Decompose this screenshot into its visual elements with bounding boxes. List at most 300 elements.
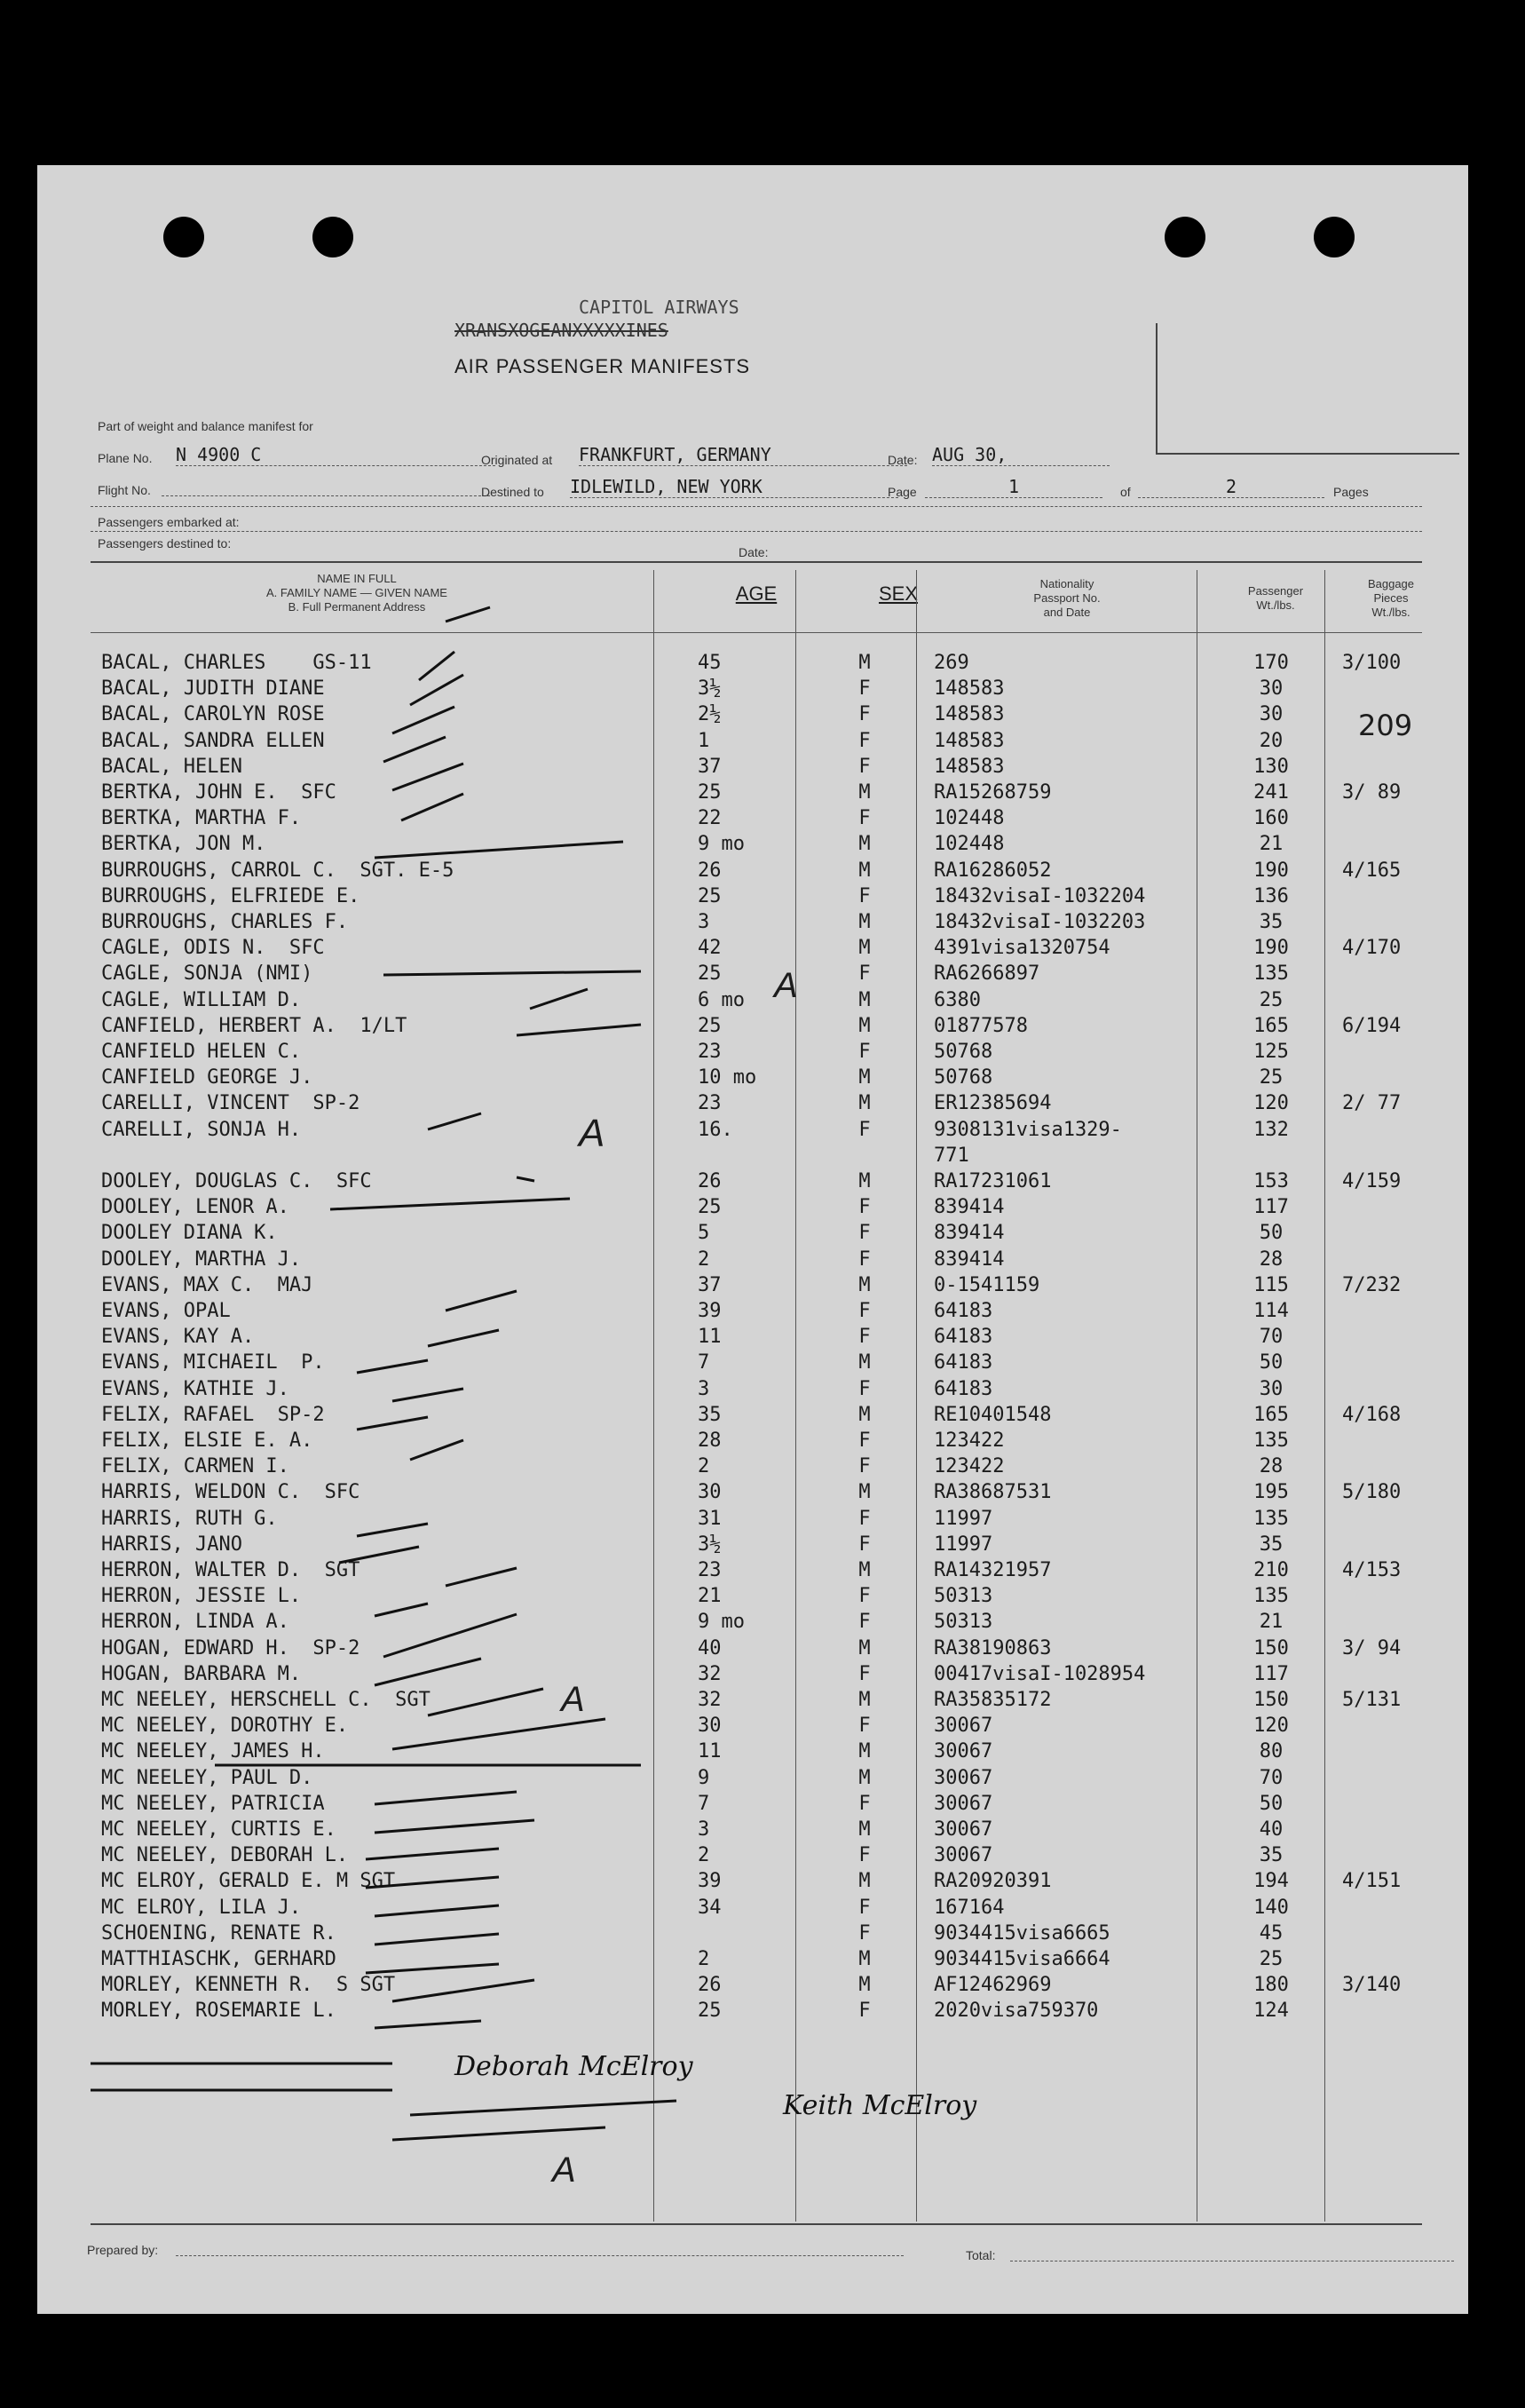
baggage-weight: 4/159	[1342, 1170, 1402, 1192]
passport-number: 30067	[934, 1844, 993, 1866]
passenger-sex: M	[858, 1404, 871, 1426]
handwritten-note: Deborah McElroy	[454, 2051, 693, 2082]
passenger-name: MC NEELEY, JAMES H.	[101, 1740, 325, 1762]
passport-number: 269	[934, 652, 969, 674]
passenger-sex: M	[858, 1689, 871, 1711]
passenger-age: 25	[698, 2000, 722, 2022]
passenger-weight: 241	[1253, 781, 1289, 804]
passenger-weight: 210	[1253, 1559, 1289, 1581]
passport-number: 2020visa759370	[934, 2000, 1099, 2022]
passenger-sex: F	[858, 2000, 871, 2022]
passport-number: 9034415visa6664	[934, 1948, 1110, 1970]
passport-number: 839414	[934, 1248, 1005, 1271]
passenger-weight: 170	[1253, 652, 1289, 674]
passenger-sex: M	[858, 1870, 871, 1892]
passenger-weight: 35	[1259, 1844, 1284, 1866]
header-line: A. FAMILY NAME — GIVEN NAME	[266, 586, 447, 599]
page-label: Page	[888, 485, 917, 499]
check-mark	[410, 675, 463, 705]
passport-number: 123422	[934, 1455, 1005, 1477]
passenger-sex: F	[858, 1222, 871, 1244]
passport-number: 9308131visa1329-	[934, 1119, 1122, 1141]
passport-number: 771	[934, 1145, 969, 1167]
passenger-name: MC ELROY, LILA J.	[101, 1897, 302, 1919]
passenger-weight: 125	[1253, 1041, 1289, 1063]
passport-number: 64183	[934, 1378, 993, 1400]
passenger-age: 34	[698, 1897, 722, 1919]
header-line: Wt./lbs.	[1371, 606, 1410, 619]
passenger-age: 3½	[698, 677, 722, 700]
passenger-name: CARELLI, SONJA H.	[101, 1119, 302, 1141]
passenger-name: BERTKA, MARTHA F.	[101, 807, 302, 829]
strike-line	[383, 971, 641, 975]
strike-line	[392, 2127, 605, 2140]
passenger-sex: F	[858, 756, 871, 778]
header-line: Passport No.	[1033, 591, 1101, 605]
passenger-sex: F	[858, 1300, 871, 1322]
passenger-name: BACAL, HELEN	[101, 756, 242, 778]
passenger-weight: 120	[1253, 1715, 1289, 1737]
passenger-weight: 25	[1259, 1066, 1284, 1089]
check-mark	[357, 1360, 428, 1373]
passenger-weight: 28	[1259, 1248, 1284, 1271]
manifest-page	[37, 165, 1468, 2314]
passenger-weight: 30	[1259, 677, 1284, 700]
passenger-sex: F	[858, 1585, 871, 1607]
header-line: NAME IN FULL	[317, 572, 397, 585]
page-count-annotation: 209	[1358, 709, 1413, 742]
passenger-weight: 140	[1253, 1897, 1289, 1919]
passport-number: 50313	[934, 1611, 993, 1633]
check-mark	[392, 707, 454, 733]
passport-number: 148583	[934, 703, 1005, 725]
passenger-weight: 70	[1259, 1767, 1284, 1789]
passenger-name: EVANS, KATHIE J.	[101, 1378, 289, 1400]
passenger-weight: 124	[1253, 2000, 1289, 2022]
passenger-sex: F	[858, 1430, 871, 1452]
passenger-sex: F	[858, 1922, 871, 1945]
passenger-name: HERRON, LINDA A.	[101, 1611, 289, 1633]
check-mark	[383, 1614, 517, 1657]
passport-number: 64183	[934, 1326, 993, 1348]
passenger-sex: M	[858, 781, 871, 804]
passenger-age: 26	[698, 1170, 722, 1192]
passenger-sex: F	[858, 703, 871, 725]
flight-label: Flight No.	[98, 483, 151, 497]
passenger-name: MORLEY, KENNETH R. S SGT	[101, 1974, 396, 1996]
passenger-weight: 50	[1259, 1793, 1284, 1815]
passenger-name: BACAL, JUDITH DIANE	[101, 677, 325, 700]
passenger-sex: M	[858, 1740, 871, 1762]
date-label: Date:	[888, 453, 918, 467]
passenger-sex: F	[858, 885, 871, 907]
passenger-sex: M	[858, 989, 871, 1011]
baggage-weight: 4/168	[1342, 1404, 1402, 1426]
part-label: Part of weight and balance manifest for	[98, 419, 313, 433]
passenger-name: SCHOENING, RENATE R.	[101, 1922, 336, 1945]
passport-number: RA6266897	[934, 962, 1040, 985]
passenger-sex: F	[858, 1326, 871, 1348]
passenger-age: 35	[698, 1404, 722, 1426]
passport-number: 30067	[934, 1740, 993, 1762]
baggage-weight: 2/ 77	[1342, 1092, 1402, 1114]
passenger-age: 25	[698, 1015, 722, 1037]
passenger-name: HERRON, WALTER D. SGT	[101, 1559, 360, 1581]
passenger-weight: 28	[1259, 1455, 1284, 1477]
passenger-weight: 25	[1259, 1948, 1284, 1970]
passport-number: 18432visaI-1032203	[934, 911, 1146, 933]
passenger-age: 2½	[698, 703, 722, 725]
passenger-weight: 135	[1253, 1508, 1289, 1530]
passenger-age: 1	[698, 730, 710, 752]
passenger-sex: M	[858, 1066, 871, 1089]
passenger-age: 23	[698, 1041, 722, 1063]
date-value: AUG 30,	[932, 444, 1110, 466]
passenger-sex: M	[858, 1481, 871, 1503]
check-mark	[446, 1291, 517, 1311]
passport-number: RA14321957	[934, 1559, 1052, 1581]
check-mark	[375, 1659, 481, 1685]
passport-number: 0-1541159	[934, 1274, 1040, 1296]
passenger-weight: 50	[1259, 1351, 1284, 1374]
passport-number: 4391visa1320754	[934, 937, 1110, 959]
passenger-name: MC ELROY, GERALD E. M SGT	[101, 1870, 396, 1892]
baggage-weight: 7/232	[1342, 1274, 1402, 1296]
passenger-sex: F	[858, 1715, 871, 1737]
check-mark	[446, 1568, 517, 1586]
company-name: CAPITOL AIRWAYS	[579, 297, 739, 318]
passenger-name: MATTHIASCHK, GERHARD	[101, 1948, 336, 1970]
header-line: Baggage	[1367, 577, 1415, 590]
passenger-sex: F	[858, 730, 871, 752]
passenger-name: CAGLE, SONJA (NMI)	[101, 962, 313, 985]
passport-number: 839414	[934, 1222, 1005, 1244]
strike-line	[330, 1199, 570, 1209]
passport-number: RA16286052	[934, 859, 1052, 882]
pages-label: Pages	[1333, 485, 1369, 499]
passenger-name: CANFIELD HELEN C.	[101, 1041, 302, 1063]
plane-label: Plane No.	[98, 451, 153, 465]
passenger-sex: M	[858, 1170, 871, 1192]
passport-number: 50768	[934, 1066, 993, 1089]
passenger-sex: F	[858, 1533, 871, 1556]
passport-number: 148583	[934, 677, 1005, 700]
passenger-sex: M	[858, 937, 871, 959]
passenger-sex: F	[858, 1455, 871, 1477]
passenger-name: BURROUGHS, CHARLES F.	[101, 911, 349, 933]
handwritten-note: Keith McElroy	[783, 2090, 977, 2121]
passport-number: ER12385694	[934, 1092, 1052, 1114]
passenger-name: BACAL, SANDRA ELLEN	[101, 730, 325, 752]
passenger-weight: 40	[1259, 1818, 1284, 1841]
passenger-age: 23	[698, 1559, 722, 1581]
baggage-weight: 3/ 89	[1342, 781, 1402, 804]
prepared-label: Prepared by:	[87, 2243, 159, 2257]
check-mark	[375, 1792, 517, 1804]
passport-number: 00417visaI-1028954	[934, 1663, 1146, 1685]
passenger-sex: F	[858, 677, 871, 700]
passenger-name: DOOLEY, DOUGLAS C. SFC	[101, 1170, 372, 1192]
passenger-name: CARELLI, VINCENT SP-2	[101, 1092, 360, 1114]
struck-company: XRANSXOGEANXXXXXINES	[454, 320, 668, 341]
check-mark	[383, 737, 446, 762]
passenger-weight: 135	[1253, 962, 1289, 985]
baggage-weight: 5/131	[1342, 1689, 1402, 1711]
passenger-sex: M	[858, 1015, 871, 1037]
passport-number: 839414	[934, 1196, 1005, 1218]
strike-line	[375, 842, 623, 858]
passenger-age: 6 mo	[698, 989, 745, 1011]
handwritten-mark: A	[774, 966, 798, 1005]
passport-number: 18432visaI-1032204	[934, 885, 1146, 907]
passport-number: 11997	[934, 1533, 993, 1556]
baggage-weight: 6/194	[1342, 1015, 1402, 1037]
passenger-weight: 50	[1259, 1222, 1284, 1244]
passenger-weight: 20	[1259, 730, 1284, 752]
passenger-sex: M	[858, 911, 871, 933]
passenger-age: 16.	[698, 1119, 733, 1141]
baggage-weight: 5/180	[1342, 1481, 1402, 1503]
check-mark	[392, 1389, 463, 1401]
baggage-weight: 3/100	[1342, 652, 1402, 674]
page-number: 1	[925, 476, 1102, 498]
passenger-age: 2	[698, 1455, 710, 1477]
passport-number: 64183	[934, 1300, 993, 1322]
passport-number: 102448	[934, 807, 1005, 829]
passenger-weight: 30	[1259, 1378, 1284, 1400]
passenger-sex: M	[858, 1274, 871, 1296]
baggage-weight: 4/165	[1342, 859, 1402, 882]
passenger-age: 2	[698, 1844, 710, 1866]
passenger-age: 23	[698, 1092, 722, 1114]
passenger-sex: F	[858, 1378, 871, 1400]
passenger-sex: M	[858, 833, 871, 855]
total-label: Total:	[966, 2248, 996, 2262]
passenger-name: FELIX, RAFAEL SP-2	[101, 1404, 325, 1426]
passport-number: 30067	[934, 1793, 993, 1815]
prepared-line	[176, 2255, 904, 2256]
passenger-sex: M	[858, 1637, 871, 1659]
passenger-name: DOOLEY, MARTHA J.	[101, 1248, 302, 1271]
passenger-age: 26	[698, 859, 722, 882]
passenger-name: BACAL, CAROLYN ROSE	[101, 703, 325, 725]
passenger-name: CAGLE, WILLIAM D.	[101, 989, 302, 1011]
passenger-sex: F	[858, 1248, 871, 1271]
passenger-age: 30	[698, 1481, 722, 1503]
passport-number: 50313	[934, 1585, 993, 1607]
passenger-age: 7	[698, 1793, 710, 1815]
passenger-weight: 195	[1253, 1481, 1289, 1503]
passenger-age: 45	[698, 652, 722, 674]
passport-number: 148583	[934, 756, 1005, 778]
check-mark	[366, 1877, 499, 1888]
passenger-weight: 136	[1253, 885, 1289, 907]
passenger-name: MC NEELEY, PATRICIA	[101, 1793, 325, 1815]
passenger-age: 11	[698, 1326, 722, 1348]
passenger-sex: F	[858, 1844, 871, 1866]
embarked-label: Passengers embarked at:	[98, 515, 240, 529]
passenger-age: 25	[698, 962, 722, 985]
footer-rule	[91, 2223, 1422, 2225]
passenger-age: 39	[698, 1300, 722, 1322]
passenger-name: BACAL, CHARLES GS-11	[101, 652, 372, 674]
passenger-weight: 117	[1253, 1663, 1289, 1685]
passenger-sex: M	[858, 859, 871, 882]
passenger-name: EVANS, KAY A.	[101, 1326, 255, 1348]
passport-number: 123422	[934, 1430, 1005, 1452]
passenger-name: HARRIS, JANO	[101, 1533, 242, 1556]
check-mark	[530, 989, 588, 1009]
passenger-weight: 135	[1253, 1585, 1289, 1607]
origin-value: FRANKFURT, GERMANY	[579, 444, 907, 466]
passport-number: 30067	[934, 1767, 993, 1789]
check-mark	[410, 1440, 463, 1460]
check-mark	[375, 1905, 499, 1916]
passport-number: RA20920391	[934, 1870, 1052, 1892]
passenger-sex: F	[858, 1611, 871, 1633]
passport-number: 30067	[934, 1818, 993, 1841]
header-line: and Date	[1043, 606, 1091, 619]
passport-number: RA38687531	[934, 1481, 1052, 1503]
passenger-sex: F	[858, 1897, 871, 1919]
check-mark	[375, 1604, 428, 1616]
passenger-weight: 30	[1259, 703, 1284, 725]
header-line: Passenger	[1247, 584, 1304, 598]
passenger-age: 10 mo	[698, 1066, 757, 1089]
passenger-weight: 35	[1259, 1533, 1284, 1556]
passenger-name: HOGAN, EDWARD H. SP-2	[101, 1637, 360, 1659]
passport-number: 50768	[934, 1041, 993, 1063]
passenger-sex: F	[858, 1119, 871, 1141]
passport-number: 9034415visa6665	[934, 1922, 1110, 1945]
passenger-name: EVANS, MAX C. MAJ	[101, 1274, 313, 1296]
passenger-weight: 80	[1259, 1740, 1284, 1762]
date2-label: Date:	[739, 545, 769, 559]
passenger-weight: 45	[1259, 1922, 1284, 1945]
check-mark	[517, 1177, 534, 1181]
passenger-name: MC NEELEY, DOROTHY E.	[101, 1715, 349, 1737]
check-mark	[357, 1524, 428, 1536]
header-line: Wt./lbs.	[1256, 598, 1295, 612]
passenger-name: EVANS, MICHAEIL P.	[101, 1351, 325, 1374]
passenger-name: FELIX, CARMEN I.	[101, 1455, 289, 1477]
passenger-weight: 160	[1253, 807, 1289, 829]
passenger-name: BERTKA, JOHN E. SFC	[101, 781, 336, 804]
passenger-weight: 117	[1253, 1196, 1289, 1218]
passenger-name: BERTKA, JON M.	[101, 833, 266, 855]
destined-label: Passengers destined to:	[98, 536, 232, 551]
passenger-sex: F	[858, 807, 871, 829]
handwritten-mark: A	[561, 1680, 585, 1719]
form-title: AIR PASSENGER MANIFESTS	[454, 355, 751, 377]
passenger-name: DOOLEY DIANA K.	[101, 1222, 278, 1244]
strike-line	[517, 1025, 641, 1035]
passenger-weight: 21	[1259, 833, 1284, 855]
passenger-name: HARRIS, WELDON C. SFC	[101, 1481, 360, 1503]
check-mark	[446, 607, 490, 622]
passenger-name: CANFIELD, HERBERT A. 1/LT	[101, 1015, 407, 1037]
passenger-age: 37	[698, 1274, 722, 1296]
passenger-sex: F	[858, 1793, 871, 1815]
check-mark	[428, 1113, 481, 1129]
passenger-weight: 120	[1253, 1092, 1289, 1114]
strike-line	[410, 2101, 676, 2115]
header-line: Nationality	[1039, 577, 1094, 590]
passenger-age: 42	[698, 937, 722, 959]
strike-line	[392, 1719, 605, 1749]
passenger-name: FELIX, ELSIE E. A.	[101, 1430, 313, 1452]
passenger-age: 3½	[698, 1533, 722, 1556]
passenger-sex: F	[858, 962, 871, 985]
passport-number: 64183	[934, 1351, 993, 1374]
passenger-sex: F	[858, 1508, 871, 1530]
passport-number: RA17231061	[934, 1170, 1052, 1192]
passenger-weight: 25	[1259, 989, 1284, 1011]
passenger-age: 25	[698, 781, 722, 804]
origin-label: Originated at	[481, 453, 553, 467]
passenger-name: BURROUGHS, CARROL C. SGT. E-5	[101, 859, 454, 882]
check-mark	[428, 1689, 543, 1715]
baggage-weight: 4/153	[1342, 1559, 1402, 1581]
passenger-name: CANFIELD GEORGE J.	[101, 1066, 313, 1089]
check-mark	[392, 764, 463, 790]
passenger-age: 9 mo	[698, 1611, 745, 1633]
handwritten-mark: A	[552, 2151, 576, 2190]
passport-number: AF12462969	[934, 1974, 1052, 1996]
passenger-weight: 35	[1259, 911, 1284, 933]
passenger-sex: M	[858, 1351, 871, 1374]
passenger-age: 11	[698, 1740, 722, 1762]
passenger-name: MC NEELEY, HERSCHELL C. SGT	[101, 1689, 431, 1711]
passenger-sex: M	[858, 1092, 871, 1114]
passenger-weight: 180	[1253, 1974, 1289, 1996]
passenger-name: HARRIS, RUTH G.	[101, 1508, 278, 1530]
passenger-weight: 114	[1253, 1300, 1289, 1322]
passenger-sex: M	[858, 652, 871, 674]
check-mark	[392, 1980, 534, 2001]
passenger-age: 7	[698, 1351, 710, 1374]
passenger-age: 3	[698, 911, 710, 933]
passport-number: RA35835172	[934, 1689, 1052, 1711]
total-pages: 2	[1138, 476, 1324, 498]
passenger-name: DOOLEY, LENOR A.	[101, 1196, 289, 1218]
baggage-weight: 3/ 94	[1342, 1637, 1402, 1659]
passport-number: 01877578	[934, 1015, 1028, 1037]
passenger-name: MC NEELEY, PAUL D.	[101, 1767, 313, 1789]
check-mark	[375, 2021, 481, 2028]
passenger-sex: M	[858, 1974, 871, 1996]
passenger-age: 2	[698, 1248, 710, 1271]
passenger-age: 25	[698, 1196, 722, 1218]
passport-number: 148583	[934, 730, 1005, 752]
passport-number: 102448	[934, 833, 1005, 855]
passenger-age: 21	[698, 1585, 722, 1607]
check-mark	[375, 1820, 534, 1833]
passenger-age: 32	[698, 1689, 722, 1711]
of-label: of	[1120, 485, 1131, 499]
passenger-weight: 135	[1253, 1430, 1289, 1452]
age-column-header: AGE	[735, 582, 778, 605]
passport-number: 6380	[934, 989, 981, 1011]
check-mark	[366, 1849, 499, 1859]
check-mark	[339, 1547, 419, 1563]
passenger-age: 22	[698, 807, 722, 829]
passenger-weight: 153	[1253, 1170, 1289, 1192]
passenger-sex: M	[858, 1559, 871, 1581]
handwritten-marks	[37, 165, 1468, 2314]
passenger-sex: M	[858, 1818, 871, 1841]
check-mark	[428, 1330, 499, 1346]
